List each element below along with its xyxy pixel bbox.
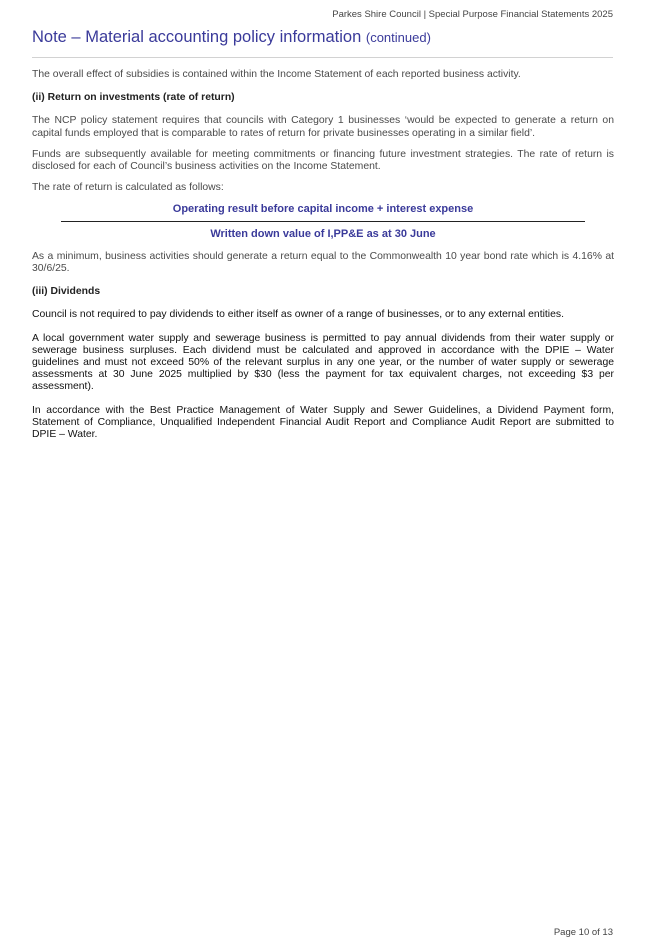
subsidies-paragraph: The overall effect of subsidies is contained within the Income Statement of each reported business activity. (32, 69, 521, 80)
page-number: Page 10 of 13 (553, 927, 613, 938)
formula-numerator: Operating result before capital income + interest expense (61, 203, 585, 221)
dividends-paragraph-1: Council is not required to pay dividends to either itself as owner of a range of businesses, or to any external entities. (32, 309, 564, 321)
note-continued-label: (continued) (365, 30, 431, 45)
title-divider (32, 57, 613, 58)
page-title (32, 28, 613, 47)
return-on-investments-heading: (ii) Return on investments (rate of return) (32, 92, 235, 104)
minimum-return-paragraph: As a minimum, business activities should generate a return equal to the Commonwealth 10 year bond rate which is 4.16% at 30/6/25. (32, 250, 614, 275)
dividends-paragraph-2: A local government water supply and sewerage business is permitted to pay annual dividends from their water supply or sewerage business surpluses. Each dividend must be calculated and approved in accordance with the DPIE – Water guidelines and must not exceed 50% of the relevant surplus in any one year, or the number of water supply or sewerage assessments at 30 June 2025 multiplied by $30 (less the payment for tax equivalent charges, not exceeding $3 per assessment). (32, 332, 614, 393)
formula-denominator: Written down value of I,PP&E as at 30 June (210, 227, 436, 240)
rate-of-return-formula (32, 203, 614, 239)
dividends-paragraph-3: In accordance with the Best Practice Management of Water Supply and Sewer Guidelines, a Dividend Payment form, Statement of Compliance, Unqualified Independent Financial Audit Report and Compliance Audit Report are submitted to DPIE – Water. (32, 404, 614, 441)
funds-paragraph: Funds are subsequently available for meeting commitments or financing future investment strategies. The rate of return is disclosed for each of Council’s business activities on the Income Statement. (32, 148, 614, 173)
dividends-heading: (iii) Dividends (32, 286, 101, 298)
document-header-title: Parkes Shire Council | Special Purpose Financial Statements 2025 (332, 9, 613, 20)
note-title-text: Note – Material accounting policy information (32, 28, 362, 46)
ncp-policy-paragraph: The NCP policy statement requires that councils with Category 1 businesses ‘would be expected to generate a return on capital funds employed that is comparable to rates of return for private businesses operating in a similar field’. (32, 115, 614, 139)
calculation-intro: The rate of return is calculated as follows: (32, 182, 224, 194)
note-body (32, 69, 614, 450)
